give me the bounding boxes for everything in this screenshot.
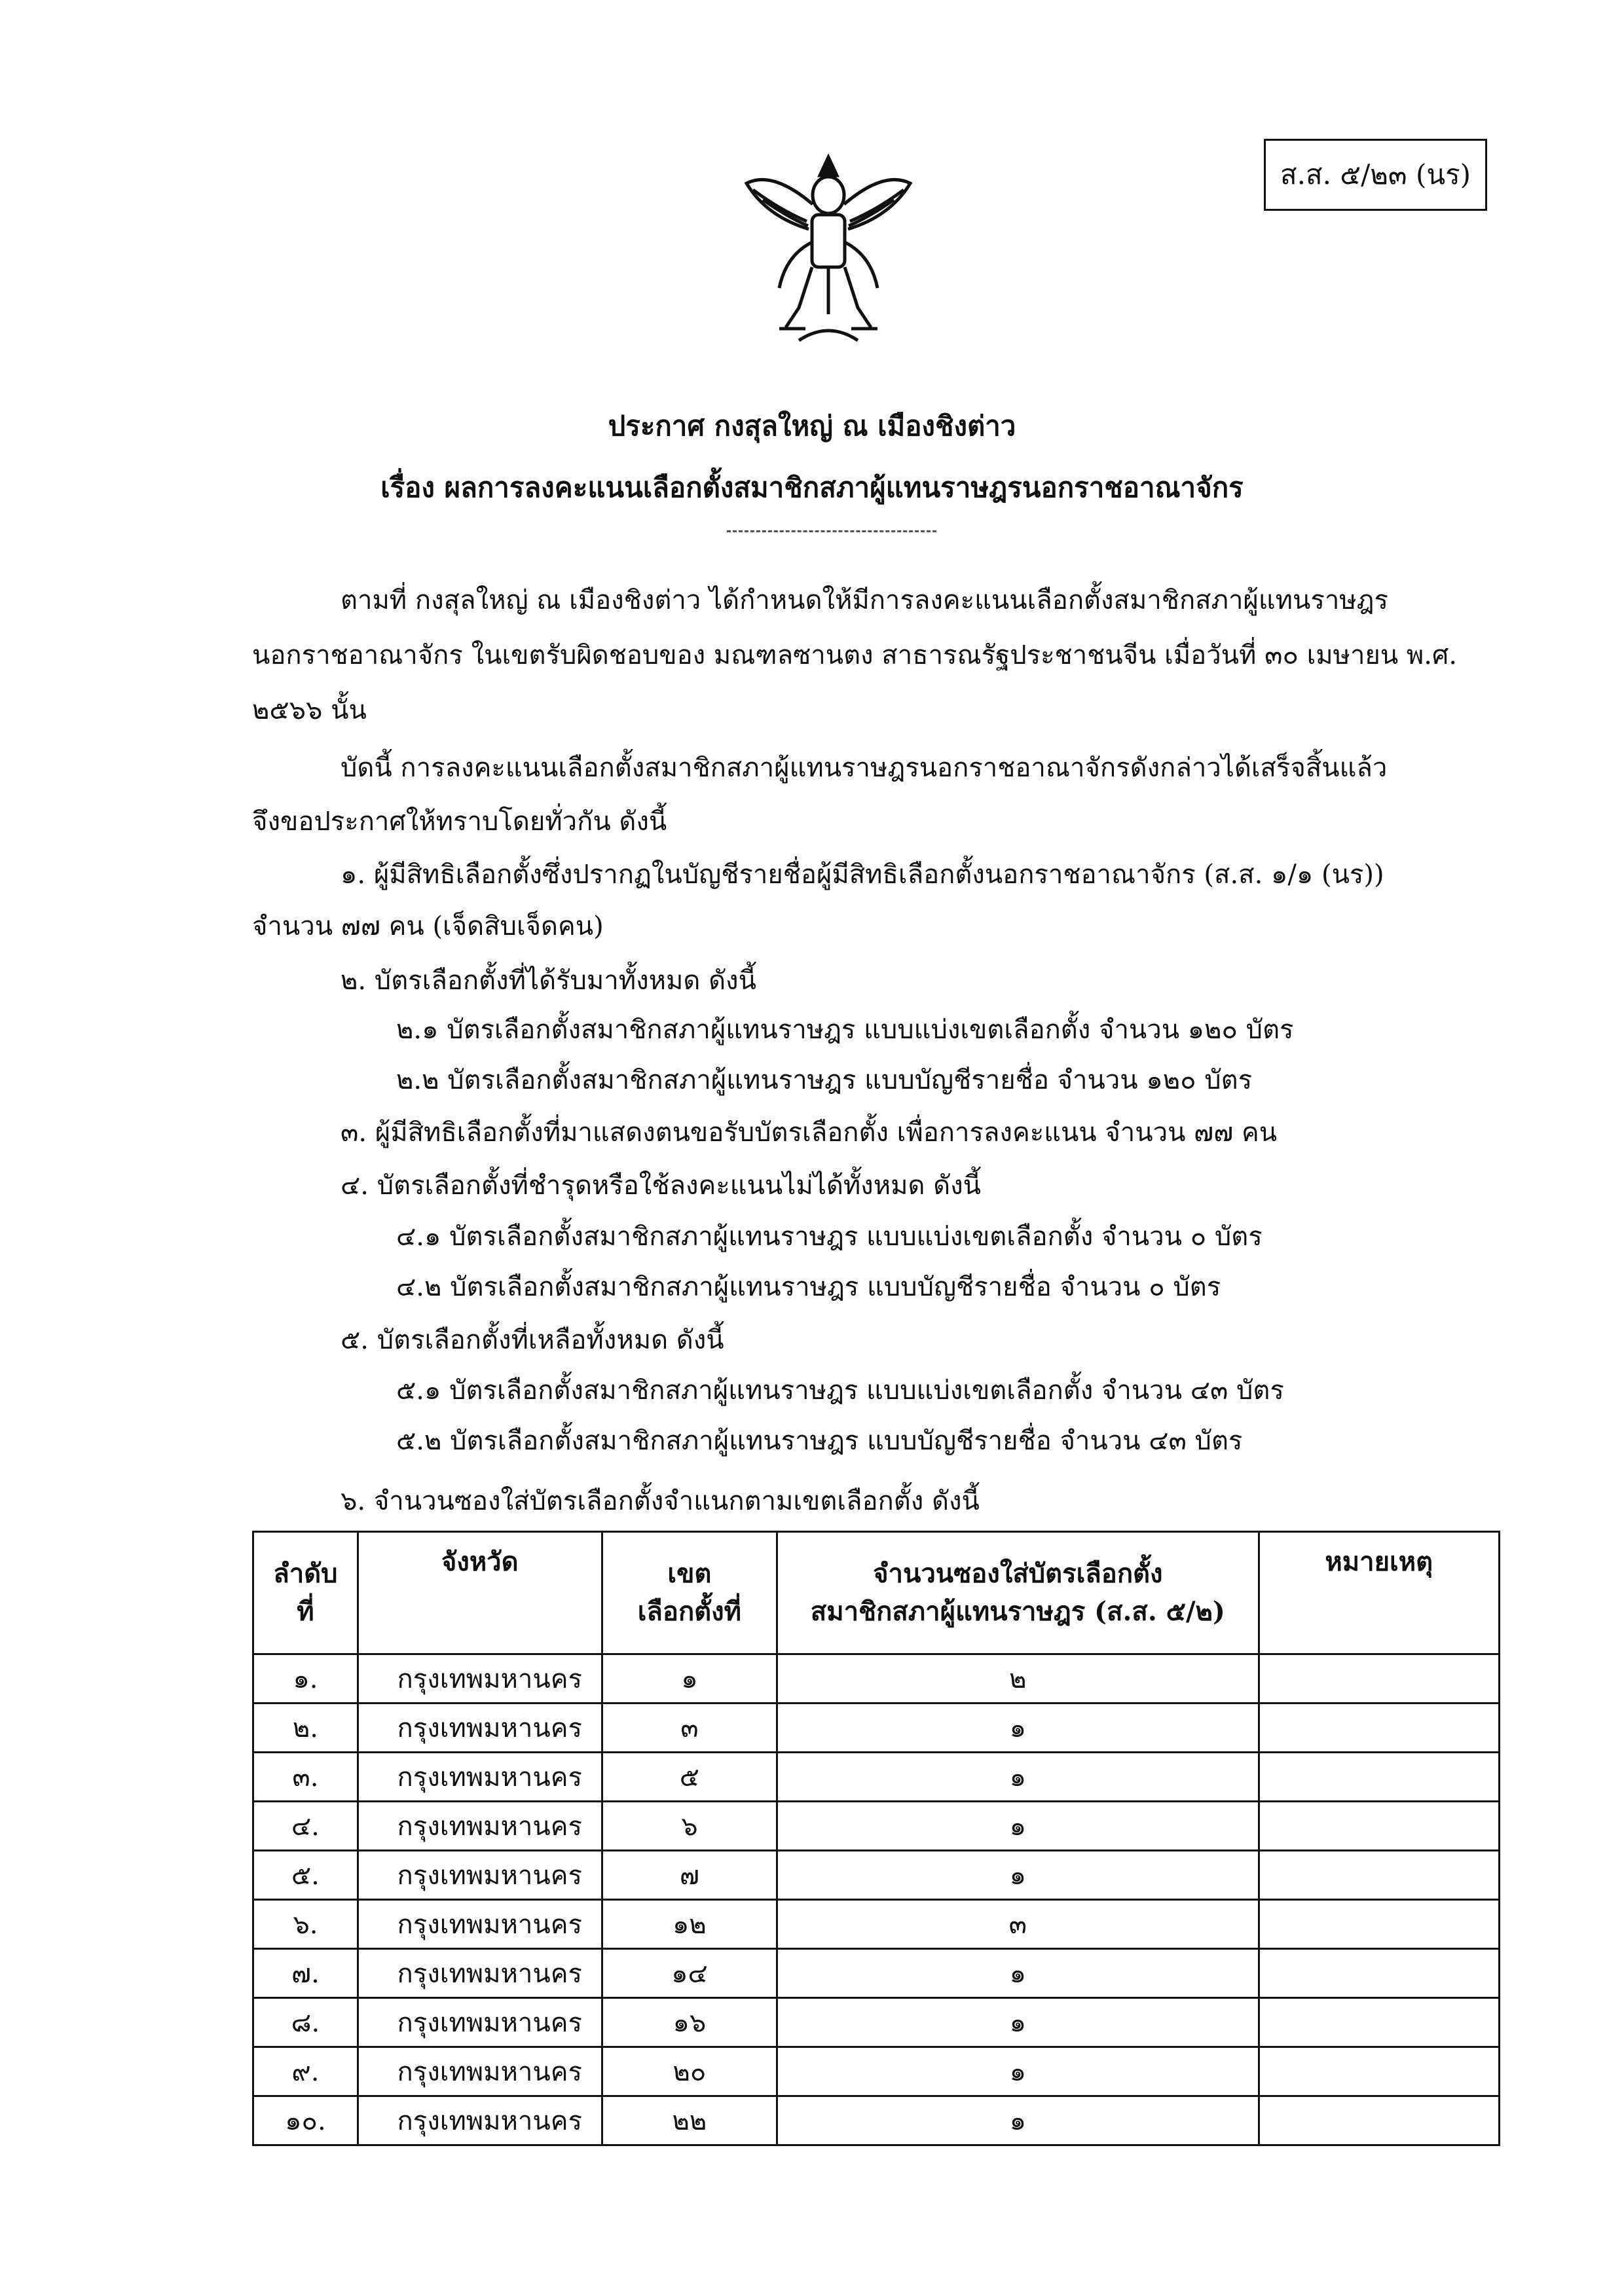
cell-no: ๑. xyxy=(253,1654,358,1704)
cell-envelopes: ๑ xyxy=(777,2096,1259,2145)
header-district-line-2: เลือกตั้งที่ xyxy=(637,1596,742,1627)
table-row xyxy=(253,1998,1500,2047)
item-4-1: ๔.๑ บัตรเลือกตั้งสมาชิกสภาผู้แทนราษฎร แบบแบ่งเขตเลือกตั้ง จำนวน ๐ บัตร xyxy=(396,1222,1263,1252)
cell-remarks xyxy=(1259,1998,1500,2047)
item-2: ๒. บัตรเลือกตั้งที่ได้รับมาทั้งหมด ดังนี้ xyxy=(341,966,756,996)
cell-district: ๓ xyxy=(602,1704,777,1753)
garuda-emblem-icon xyxy=(733,144,923,354)
cell-province: กรุงเทพมหานคร xyxy=(358,1998,602,2047)
item-6: ๖. จำนวนซองใส่บัตรเลือกตั้งจำแนกตามเขตเลือกตั้ง ดังนี้ xyxy=(341,1486,980,1516)
cell-envelopes: ๓ xyxy=(777,1900,1259,1949)
header-province xyxy=(358,1532,602,1654)
cell-province: กรุงเทพมหานคร xyxy=(358,2096,602,2145)
table-row xyxy=(253,1654,1500,1704)
cell-envelopes: ๑ xyxy=(777,1998,1259,2047)
item-4-2: ๔.๒ บัตรเลือกตั้งสมาชิกสภาผู้แทนราษฎร แบบบัญชีรายชื่อ จำนวน ๐ บัตร xyxy=(396,1272,1221,1302)
table-row xyxy=(253,1704,1500,1753)
header-district-line-1: เขต xyxy=(667,1558,712,1589)
item-3: ๓. ผู้มีสิทธิเลือกตั้งที่มาแสดงตนขอรับบัตรเลือกตั้ง เพื่อการลงคะแนน จำนวน ๗๗ คน xyxy=(341,1118,1278,1148)
table-row xyxy=(253,1753,1500,1802)
item-4: ๔. บัตรเลือกตั้งที่ชำรุดหรือใช้ลงคะแนนไม่ได้ทั้งหมด ดังนี้ xyxy=(341,1171,981,1201)
item-5-1: ๕.๑ บัตรเลือกตั้งสมาชิกสภาผู้แทนราษฎร แบบแบ่งเขตเลือกตั้ง จำนวน ๔๓ บัตร xyxy=(396,1376,1284,1406)
form-code-box xyxy=(1264,139,1487,211)
cell-remarks xyxy=(1259,1802,1500,1851)
header-district xyxy=(602,1532,777,1654)
cell-district: ๕ xyxy=(602,1753,777,1802)
cell-remarks xyxy=(1259,1654,1500,1704)
announcement-subject: เรื่อง ผลการลงคะแนนเลือกตั้งสมาชิกสภาผู้แทนราษฎรนอกราชอาณาจักร xyxy=(380,471,1244,503)
table-header-row xyxy=(253,1532,1500,1654)
cell-province: กรุงเทพมหานคร xyxy=(358,1802,602,1851)
cell-remarks xyxy=(1259,1753,1500,1802)
header-envelopes-line-2: สมาชิกสภาผู้แทนราษฎร (ส.ส. ๕/๒) xyxy=(810,1596,1225,1627)
header-remarks xyxy=(1259,1532,1500,1654)
cell-remarks xyxy=(1259,2096,1500,2145)
envelope-table xyxy=(252,1531,1500,2146)
cell-no: ๖. xyxy=(253,1900,358,1949)
cell-remarks xyxy=(1259,2047,1500,2096)
now-line-2: จึงขอประกาศให้ทราบโดยทั่วกัน ดังนี้ xyxy=(252,807,667,837)
cell-remarks xyxy=(1259,1900,1500,1949)
intro-line-1: ตามที่ กงสุลใหญ่ ณ เมืองชิงต่าว ได้กำหนดให้มีการลงคะแนนเลือกตั้งสมาชิกสภาผู้แทนราษฎร xyxy=(341,585,1388,615)
cell-no: ๓. xyxy=(253,1753,358,1802)
item-1-line-1: ๑. ผู้มีสิทธิเลือกตั้งซึ่งปรากฏในบัญชีรายชื่อผู้มีสิทธิเลือกตั้งนอกราชอาณาจักร (ส.ส. ๑/๑ (นร)) xyxy=(341,860,1384,890)
table-row xyxy=(253,2096,1500,2145)
cell-province: กรุงเทพมหานคร xyxy=(358,1753,602,1802)
header-no xyxy=(253,1532,358,1654)
item-5: ๕. บัตรเลือกตั้งที่เหลือทั้งหมด ดังนี้ xyxy=(341,1325,724,1355)
header-no-line-2: ที่ xyxy=(297,1596,314,1627)
cell-province: กรุงเทพมหานคร xyxy=(358,1704,602,1753)
cell-province: กรุงเทพมหานคร xyxy=(358,1949,602,1998)
cell-no: ๑๐. xyxy=(253,2096,358,2145)
cell-no: ๘. xyxy=(253,1998,358,2047)
item-5-2: ๕.๒ บัตรเลือกตั้งสมาชิกสภาผู้แทนราษฎร แบบบัญชีรายชื่อ จำนวน ๔๓ บัตร xyxy=(396,1426,1243,1456)
cell-province: กรุงเทพมหานคร xyxy=(358,2047,602,2096)
cell-district: ๒๐ xyxy=(602,2047,777,2096)
cell-district: ๗ xyxy=(602,1851,777,1900)
cell-remarks xyxy=(1259,1704,1500,1753)
header-remarks-label: หมายเหตุ xyxy=(1325,1546,1433,1577)
cell-district: ๑ xyxy=(602,1654,777,1704)
cell-no: ๒. xyxy=(253,1704,358,1753)
table-row xyxy=(253,2047,1500,2096)
now-line-1: บัดนี้ การลงคะแนนเลือกตั้งสมาชิกสภาผู้แทนราษฎรนอกราชอาณาจักรดังกล่าวได้เสร็จสิ้นแล้ว xyxy=(341,753,1388,783)
cell-envelopes: ๑ xyxy=(777,1802,1259,1851)
cell-district: ๑๒ xyxy=(602,1900,777,1949)
cell-remarks xyxy=(1259,1851,1500,1900)
cell-province: กรุงเทพมหานคร xyxy=(358,1851,602,1900)
cell-district: ๑๔ xyxy=(602,1949,777,1998)
table-row xyxy=(253,1900,1500,1949)
form-code-text: ส.ส. ๕/๒๓ (นร) xyxy=(1280,158,1471,191)
item-1-line-2: จำนวน ๗๗ คน (เจ็ดสิบเจ็ดคน) xyxy=(252,911,604,941)
title-separator xyxy=(727,530,936,532)
table-row xyxy=(253,1949,1500,1998)
cell-district: ๒๒ xyxy=(602,2096,777,2145)
cell-district: ๑๖ xyxy=(602,1998,777,2047)
cell-province: กรุงเทพมหานคร xyxy=(358,1654,602,1704)
cell-envelopes: ๑ xyxy=(777,1949,1259,1998)
cell-district: ๖ xyxy=(602,1802,777,1851)
cell-no: ๔. xyxy=(253,1802,358,1851)
header-envelopes xyxy=(777,1532,1259,1654)
cell-no: ๙. xyxy=(253,2047,358,2096)
cell-remarks xyxy=(1259,1949,1500,1998)
cell-no: ๕. xyxy=(253,1851,358,1900)
item-2-1: ๒.๑ บัตรเลือกตั้งสมาชิกสภาผู้แทนราษฎร แบบแบ่งเขตเลือกตั้ง จำนวน ๑๒๐ บัตร xyxy=(396,1015,1294,1045)
table-row xyxy=(253,1851,1500,1900)
header-envelopes-line-1: จำนวนซองใส่บัตรเลือกตั้ง xyxy=(873,1558,1163,1589)
announcement-title: ประกาศ กงสุลใหญ่ ณ เมืองชิงต่าว xyxy=(608,410,1016,442)
intro-line-2: นอกราชอาณาจักร ในเขตรับผิดชอบของ มณฑลซานตง สาธารณรัฐประชาชนจีน เมื่อวันที่ ๓๐ เมษายน พ.ศ. xyxy=(252,640,1458,670)
header-no-line-1: ลำดับ xyxy=(273,1558,338,1589)
table-row xyxy=(253,1802,1500,1851)
cell-province: กรุงเทพมหานคร xyxy=(358,1900,602,1949)
cell-envelopes: ๑ xyxy=(777,1851,1259,1900)
cell-envelopes: ๑ xyxy=(777,2047,1259,2096)
cell-envelopes: ๑ xyxy=(777,1704,1259,1753)
item-2-2: ๒.๒ บัตรเลือกตั้งสมาชิกสภาผู้แทนราษฎร แบบบัญชีรายชื่อ จำนวน ๑๒๐ บัตร xyxy=(396,1065,1253,1095)
cell-envelopes: ๑ xyxy=(777,1753,1259,1802)
intro-line-3: ๒๕๖๖ นั้น xyxy=(252,695,367,725)
cell-no: ๗. xyxy=(253,1949,358,1998)
header-province-label: จังหวัด xyxy=(441,1546,519,1577)
cell-envelopes: ๒ xyxy=(777,1654,1259,1704)
